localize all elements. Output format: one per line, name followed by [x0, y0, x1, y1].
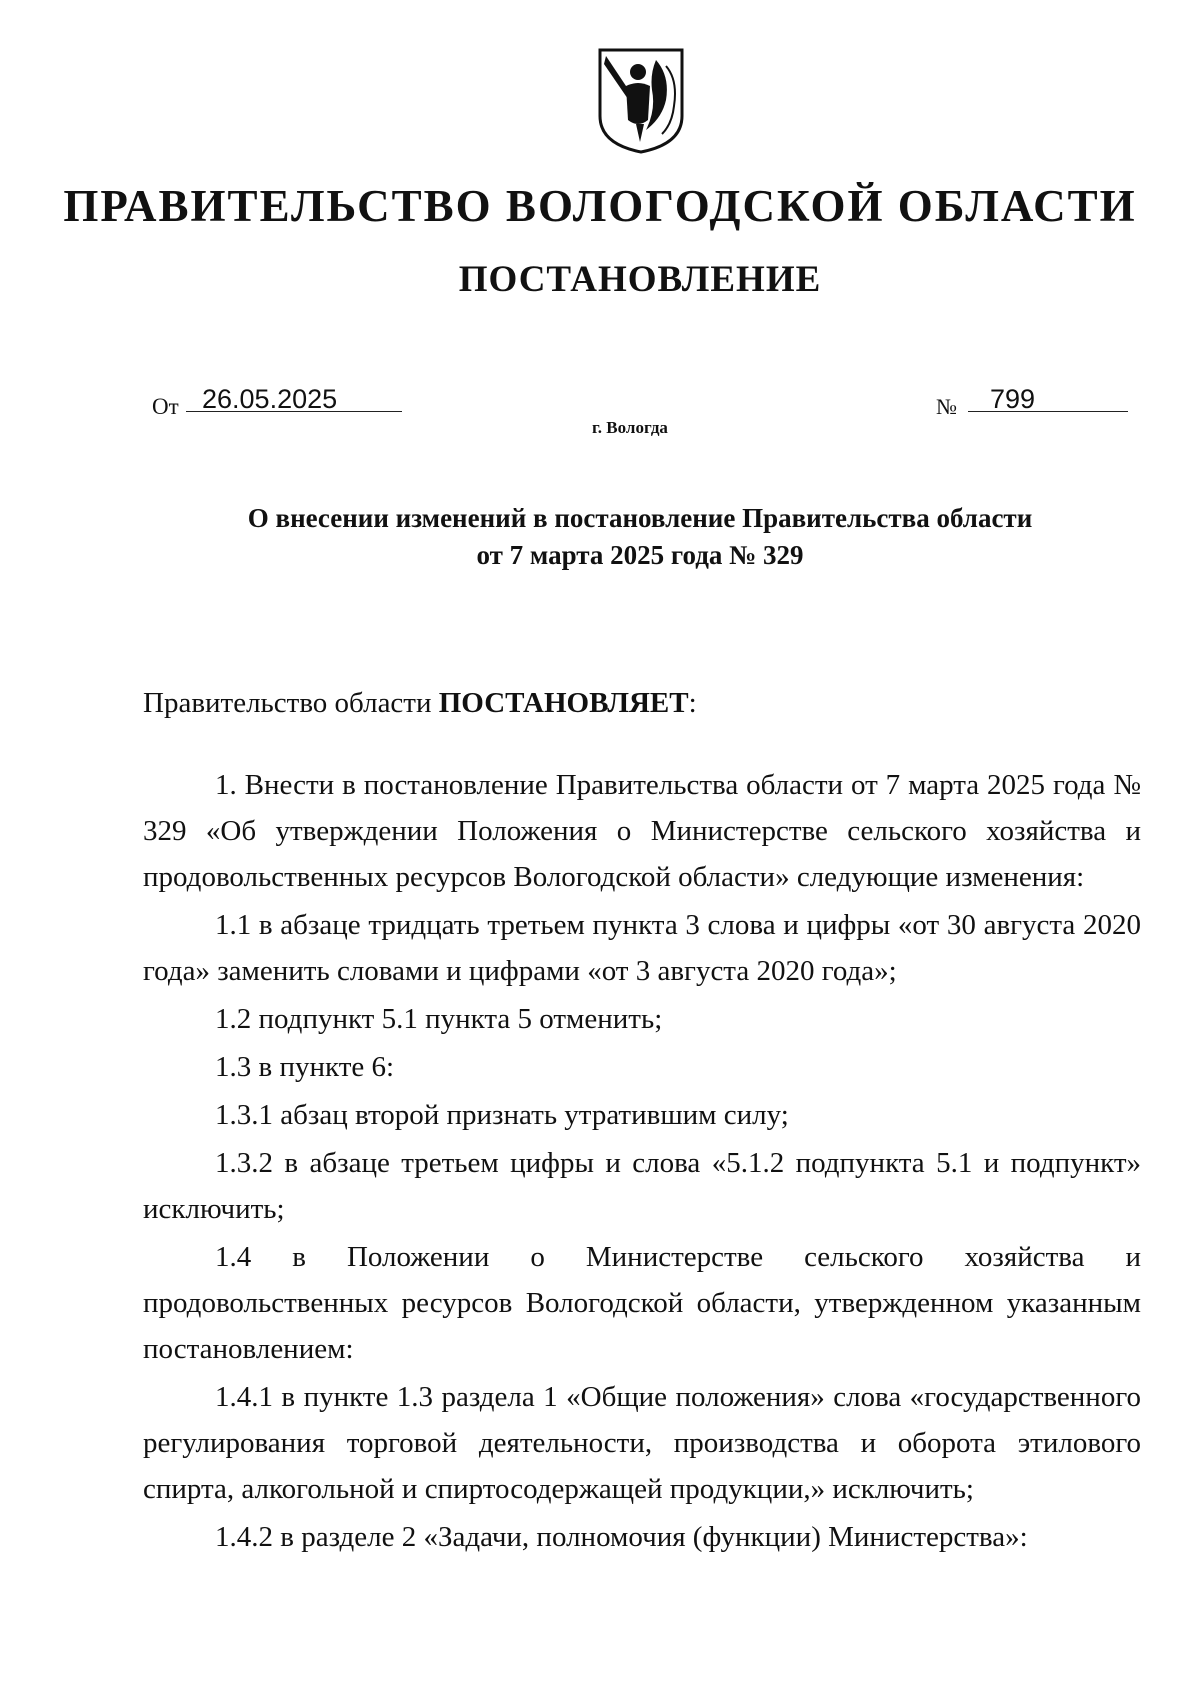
- city: г. Вологда: [592, 418, 668, 437]
- intro-bold: ПОСТАНОВЛЯЕТ: [438, 687, 689, 719]
- document-subject: [120, 500, 1160, 574]
- number-prefix: №: [936, 394, 957, 419]
- government-title: ПРАВИТЕЛЬСТВО ВОЛОГОДСКОЙ ОБЛАСТИ: [63, 181, 1137, 231]
- paragraph-1-2: 1.2 подпункт 5.1 пункта 5 отменить;: [215, 1003, 663, 1035]
- paragraph-1: 1. Внести в постановление Правительства области от 7 марта 2025 года № 329 «Об утверждении Положения о Министерстве сельского хозяйства и продовольственных ресурсов Вологодской области» следующие изменения:: [143, 769, 1141, 893]
- document-number: 799: [990, 384, 1036, 414]
- document-type: ПОСТАНОВЛЕНИЕ: [458, 259, 822, 300]
- paragraph-1-4-2: 1.4.2 в разделе 2 «Задачи, полномочия (функции) Министерства»:: [215, 1521, 1028, 1553]
- document-body: [143, 680, 1141, 1562]
- document-date: 26.05.2025: [202, 384, 338, 414]
- paragraph-1-1: 1.1 в абзаце тридцать третьем пункта 3 слова и цифры «от 30 августа 2020 года» заменить словами и цифрами «от 3 августа 2020 года»;: [143, 909, 1141, 987]
- intro-line: [143, 680, 1141, 726]
- paragraph-1-4-1: 1.4.1 в пункте 1.3 раздела 1 «Общие положения» слова «государственного регулирования торговой деятельности, производства и оборота этилового спирта, алкогольной и спиртосодержащей продукции,» исключить;: [143, 1381, 1141, 1505]
- paragraph-1-3-2: 1.3.2 в абзаце третьем цифры и слова «5.1.2 подпункта 5.1 и подпункт» исключить;: [143, 1147, 1141, 1225]
- date-underline: [186, 411, 402, 412]
- intro-end: :: [688, 687, 697, 719]
- paragraph-1-3: 1.3 в пункте 6:: [215, 1051, 395, 1083]
- paragraph-1-3-1: 1.3.1 абзац второй признать утратившим силу;: [215, 1099, 789, 1131]
- subject-line-2: от 7 марта 2025 года № 329: [476, 540, 804, 570]
- subject-line-1: О внесении изменений в постановление Правительства области: [247, 503, 1033, 533]
- number-underline: [968, 411, 1128, 412]
- coat-of-arms-icon: [596, 46, 686, 156]
- paragraph-1-4: 1.4 в Положении о Министерстве сельского хозяйства и продовольственных ресурсов Вологодской области, утвержденном указанным постановлением:: [143, 1241, 1141, 1365]
- date-prefix: От: [152, 394, 179, 419]
- intro-plain: Правительство области: [143, 687, 439, 719]
